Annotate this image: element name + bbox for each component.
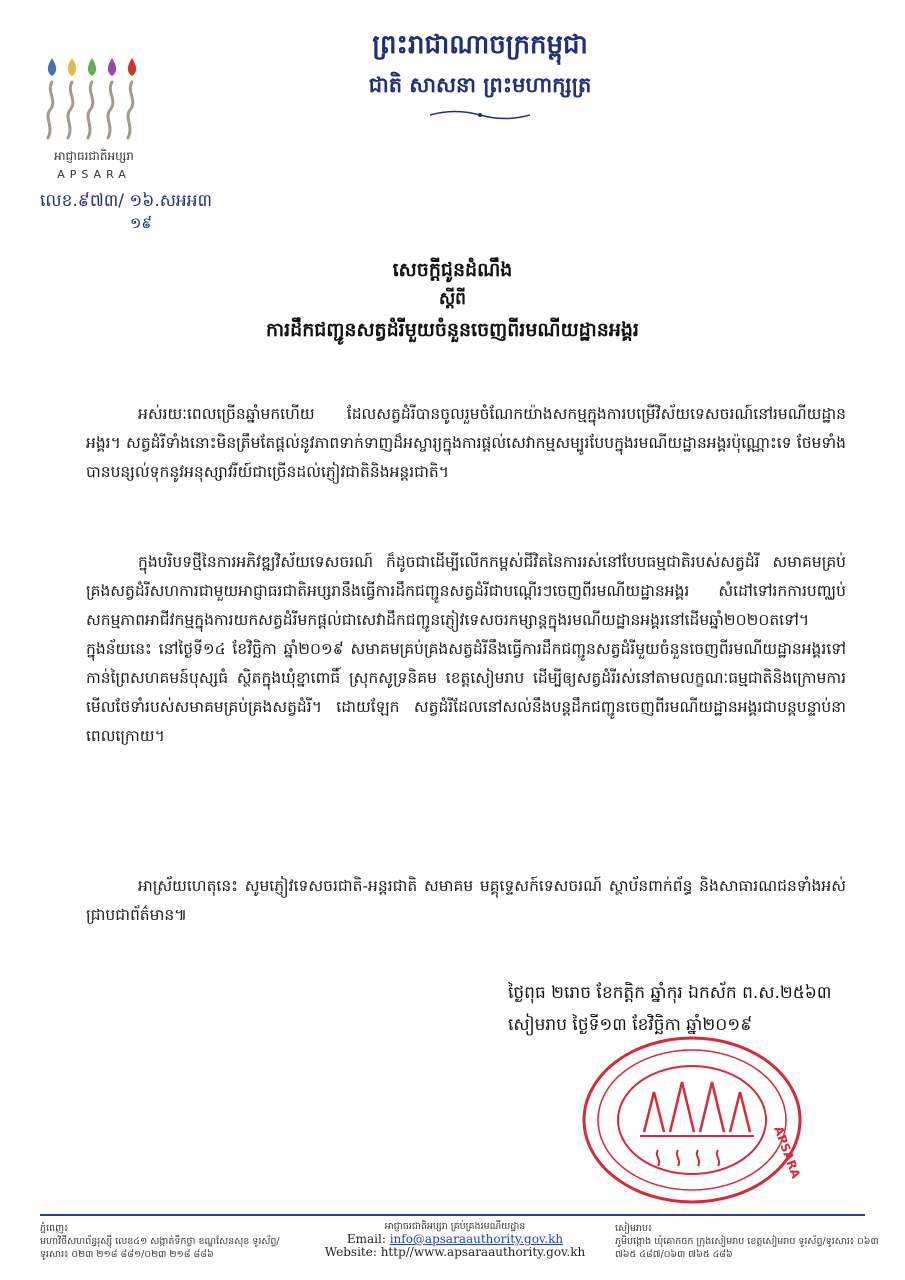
body-paragraph-2: ក្នុងបរិបទថ្មីនៃការអភិវឌ្ឍវិស័យទេសចរណ៍ ក៏ដូចជាដើម្បីលើកកម្ពស់ជីវិតនៃការរស់នៅបែបធម្មជាតិរបស់សត្វដំរី សមាគមគ្រប់គ្រងសត្វដំរីសហការជាមួយអាជ្ញាធរជាតិអប្សរានឹងធ្វើការដឹកជញ្ជូនសត្វដំរីជាបណ្តើរៗចេញពីរមណីយដ្ឋានអង្គរ សំដៅទៅរកការបញ្ឈប់សកម្មភាពអាជីវកម្មក្នុងការយកសត្វដំរីមកផ្តល់ជាសេវាដឹកជញ្ជូនភ្ញៀវទេសចរកម្សាន្តក្នុងរមណីយដ្ឋានអង្គរនៅដើមឆ្នាំ២០២០តទៅ។ ក្នុងន័យនេះ នៅថ្ងៃទី១៤ ខែវិច្ឆិកា ឆ្នាំ២០១៩ សមាគមគ្រប់គ្រងសត្វដំរីនឹងធ្វើការដឹកជញ្ជូនសត្វដំរីមួយចំនួនចេញពីរមណីយដ្ឋានអង្គរទៅកាន់ព្រៃសហគមន៍បុស្សធំ ស្ថិតក្នុងឃុំខ្នាពោធិ៍ ស្រុកសូទ្រនិគម ខេត្តសៀមរាប ដើម្បីឲ្យសត្វដំរីរស់នៅតាមលក្ខណៈធម្មជាតិនិងក្រោមការមើលថែទាំរបស់សមាគមគ្រប់គ្រងសត្វដំរី។ ដោយឡែក សត្វដំរីដែលនៅសល់នឹងបន្តដឹកជញ្ជូនចេញពីរមណីយដ្ឋានអង្គរជាបន្តបន្ទាប់នាពេលក្រោយ។ xyxy=(86,553,846,745)
footer-siem-reap xyxy=(615,1222,885,1261)
logo-drop-icon xyxy=(68,58,76,76)
footer-phnom-penh xyxy=(40,1222,290,1261)
footer-left-title: ភ្នំពេញ៖ xyxy=(40,1223,69,1234)
footer-website-line xyxy=(310,1246,600,1259)
body-paragraph-3: អាស្រ័យហេតុនេះ សូមភ្ញៀវទេសចរជាតិ-អន្តរជាតិ សមាគម មគ្គុទ្ទេសក៍ទេសចរណ៍ ស្ថាប័នពាក់ព័ន្ធ និងសាធារណជនទាំងអស់ជ្រាបជាព័ត៌មាន៕ xyxy=(86,877,846,924)
notice-subject-label: ស្តីពី xyxy=(439,289,466,309)
kingdom-heading: ព្រះរាជាណាចក្រកម្ពុជា xyxy=(372,30,588,60)
footer-mid-title: អាជ្ញាធរជាតិអប្សរា គ្រប់គ្រងរមណីយដ្ឋាន xyxy=(384,1221,526,1232)
reference-sub: ១៩ xyxy=(130,214,152,232)
logo-khmer-name: អាជ្ញាធរជាតិអប្សរា xyxy=(54,149,134,163)
footer-right-text: ភូមិបង្កោង ឃុំគោកចក ក្រុងសៀមរាប ខេត្តសៀមរាប ទូរស័ព្ទ/ទូរសារ៖ ០៦៣ ៧៦៥ ៤៨៧/០៦៣ ៧៦៥ ៤៨៦ xyxy=(615,1236,879,1260)
notice-title: សេចក្តីជូនដំណឹង xyxy=(392,259,513,281)
footer-email-link[interactable]: info@apsaraauthority.gov.kh xyxy=(389,1232,564,1246)
apsara-logo xyxy=(38,52,150,202)
logo-drop-icon xyxy=(108,58,116,76)
lunar-date: ថ្ងៃពុធ ២រោច ខែកត្តិក ឆ្នាំកុរ ឯកស័ក ព.ស.២៥៦៣ xyxy=(508,983,832,1003)
solar-date: សៀមរាប ថ្ងៃទី១៣ ខែវិច្ឆិកា ឆ្នាំ២០១៩ xyxy=(508,1015,753,1035)
footer-right-title: សៀមរាប៖ xyxy=(615,1223,653,1234)
apsara-flame-icon xyxy=(38,52,150,148)
footer-email-label: Email: xyxy=(346,1232,390,1246)
stamp-text: APSARA xyxy=(771,1124,803,1181)
notice-subject: ការដឹកជញ្ជូនសត្វដំរីមួយចំនួនចេញពីរមណីយដ្ឋានអង្គរ xyxy=(266,319,639,341)
logo-latin-name: APSARA xyxy=(57,168,131,181)
ornament-divider-icon xyxy=(430,108,530,122)
official-seal-stamp xyxy=(578,1032,806,1208)
national-motto: ជាតិ សាសនា ព្រះមហាក្សត្រ xyxy=(368,72,592,97)
footer-divider xyxy=(40,1214,865,1216)
logo-drop-icon xyxy=(48,58,56,76)
footer-contact xyxy=(310,1220,600,1259)
footer-website-label: Website: xyxy=(324,1245,381,1259)
reference-number: លេខ.៩៧៣/ ១៦.សអអ៣ xyxy=(40,191,213,211)
footer-left-text: មហាវិថីសហព័ន្ធរុស្ស៊ី លេខ៤១ សង្កាត់ទឹកថ្លា ខណ្ឌសែនសុខ ទូរស័ព្ទ/ទូរសារ៖ ០២៣ ២១៨ ៨៨១/០២៣ ២១៨ ៨៨៦ xyxy=(40,1236,280,1260)
footer-website-link[interactable]: http//www.apsaraauthority.gov.kh xyxy=(380,1245,586,1259)
logo-drop-icon xyxy=(128,58,136,76)
body-paragraph-1: អស់រយៈពេលច្រើនឆ្នាំមកហើយ ដែលសត្វដំរីបានចូលរួមចំណែកយ៉ាងសកម្មក្នុងការបម្រើវិស័យទេសចរណ៍នៅរមណីយដ្ឋានអង្គរ។ សត្វដំរីទាំងនោះមិនត្រឹមតែផ្តល់នូវភាពទាក់ទាញដ៏អស្ចារ្យក្នុងការផ្តល់សេវាកម្មសម្បូរបែបក្នុងរមណីយដ្ឋានអង្គរប៉ុណ្ណោះទេ ថែមទាំងបានបន្សល់ទុកនូវអនុស្សាវរីយ៍ជាច្រើនដល់ភ្ញៀវជាតិនិងអន្តរជាតិ។ xyxy=(86,405,846,481)
logo-drop-icon xyxy=(88,58,96,76)
